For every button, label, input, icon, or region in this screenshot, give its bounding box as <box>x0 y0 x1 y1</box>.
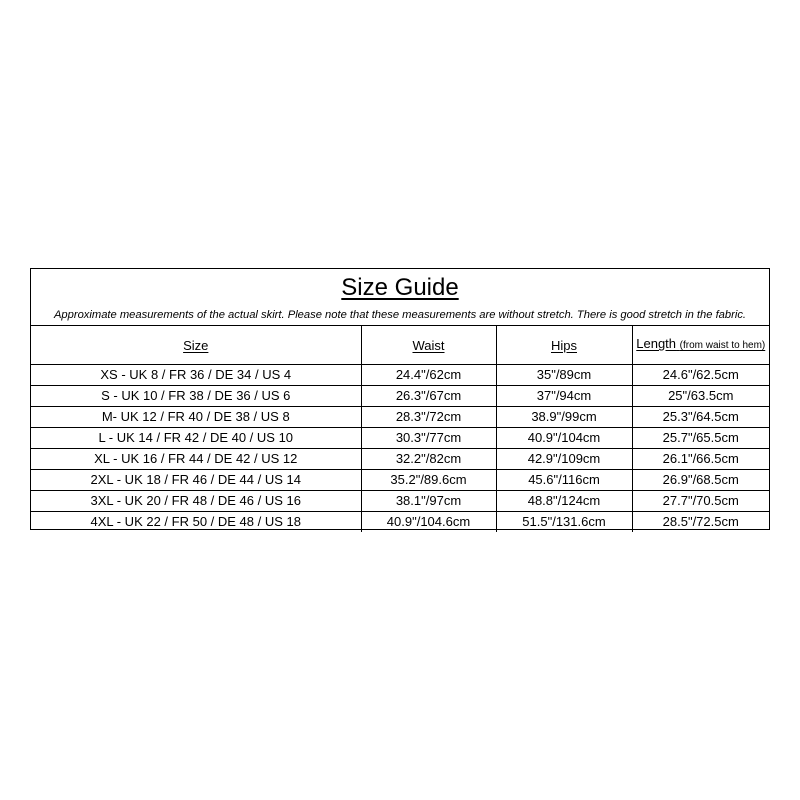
waist-cell: 24.4"/62cm <box>361 365 496 386</box>
waist-cell: 30.3"/77cm <box>361 428 496 449</box>
table-row <box>31 407 769 428</box>
measurement-note: Approximate measurements of the actual skirt. Please note that these measurements are without stretch. There is good stretch in the fabric. <box>31 306 769 326</box>
column-header-waist: Waist <box>361 326 496 365</box>
hips-cell: 40.9"/104cm <box>496 428 632 449</box>
waist-cell: 32.2"/82cm <box>361 449 496 470</box>
table-row <box>31 365 769 386</box>
length-cell: 28.5"/72.5cm <box>632 512 769 533</box>
size-guide-table <box>30 268 770 530</box>
hips-cell: 35"/89cm <box>496 365 632 386</box>
size-cell: S - UK 10 / FR 38 / DE 36 / US 6 <box>31 386 361 407</box>
hips-cell: 42.9"/109cm <box>496 449 632 470</box>
size-cell: L - UK 14 / FR 42 / DE 40 / US 10 <box>31 428 361 449</box>
size-cell: 2XL - UK 18 / FR 46 / DE 44 / US 14 <box>31 470 361 491</box>
size-cell: 4XL - UK 22 / FR 50 / DE 48 / US 18 <box>90 514 301 529</box>
length-cell: 25.3"/64.5cm <box>632 407 769 428</box>
waist-cell: 40.9"/104.6cm <box>361 512 496 533</box>
hips-cell: 48.8"/124cm <box>496 491 632 512</box>
hips-cell: 45.6"/116cm <box>496 470 632 491</box>
waist-cell: 26.3"/67cm <box>361 386 496 407</box>
size-table <box>31 326 769 532</box>
table-row <box>31 428 769 449</box>
length-cell: 25.7"/65.5cm <box>632 428 769 449</box>
page-title: Size Guide <box>341 274 459 301</box>
table-row <box>31 491 769 512</box>
column-header-hips: Hips <box>496 326 632 365</box>
length-cell: 26.9"/68.5cm <box>632 470 769 491</box>
length-cell: 26.1"/66.5cm <box>632 449 769 470</box>
column-header-size: Size <box>31 326 361 365</box>
table-row <box>31 449 769 470</box>
hips-cell: 38.9"/99cm <box>496 407 632 428</box>
length-cell: 25"/63.5cm <box>632 386 769 407</box>
title-row <box>31 269 769 306</box>
table-row <box>31 470 769 491</box>
hips-cell: 51.5"/131.6cm <box>496 512 632 533</box>
column-header-length <box>632 326 769 365</box>
waist-cell: 35.2"/89.6cm <box>361 470 496 491</box>
table-row <box>31 386 769 407</box>
header-row <box>31 326 769 365</box>
length-cell: 24.6"/62.5cm <box>632 365 769 386</box>
table-row <box>31 512 769 533</box>
length-note: (from waist to hem) <box>679 340 766 351</box>
length-cell: 27.7"/70.5cm <box>632 491 769 512</box>
size-cell: XS - UK 8 / FR 36 / DE 34 / US 4 <box>31 365 361 386</box>
waist-cell: 38.1"/97cm <box>361 491 496 512</box>
length-label: Length <box>636 336 677 351</box>
hips-cell: 37"/94cm <box>496 386 632 407</box>
size-cell: XL - UK 16 / FR 44 / DE 42 / US 12 <box>31 449 361 470</box>
size-cell: 3XL - UK 20 / FR 48 / DE 46 / US 16 <box>31 491 361 512</box>
size-cell: M- UK 12 / FR 40 / DE 38 / US 8 <box>31 407 361 428</box>
waist-cell: 28.3"/72cm <box>361 407 496 428</box>
